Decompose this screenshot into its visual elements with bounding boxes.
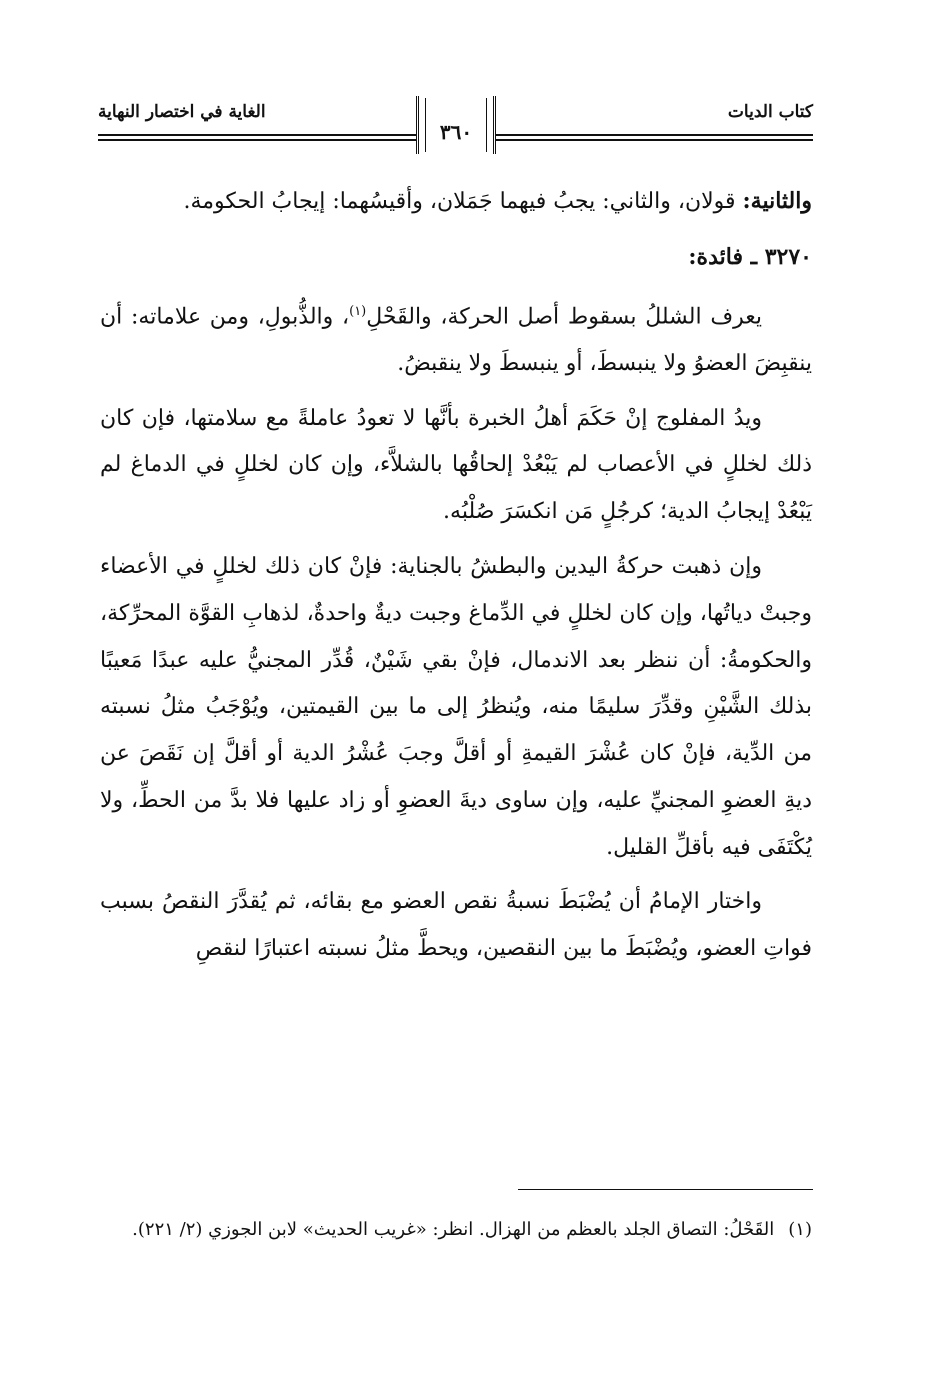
- book-title: كتاب الديات: [727, 102, 813, 122]
- paragraph-text: قولان، والثاني: يجبُ فيهما جَمَلان، وأقيسُهما: إيجابُ الحكومة.: [183, 189, 743, 214]
- work-title: الغاية في اختصار النهاية: [98, 102, 266, 122]
- footnote-marker: (١): [349, 303, 367, 319]
- paragraph: وإن ذهبت حركةُ اليدين والبطشُ بالجناية: فإنْ كان ذلك لخللٍ في الأعضاء وجبتْ دياتُها، وإن كان لخللٍ في الدِّماغ وجبت ديةٌ واحدةٌ، لذهابِ القوَّة المحرِّكة، والحكومةُ: أن ننظر بعد الاندمال، فإنْ بقي شَيْنٌ، قُدِّر المجنيُّ عليه عبدًا مَعيبًا بذلك الشَّيْنِ وقدِّرَ سليمًا منه، ويُنظرُ إلى ما بين القيمتين، ويُوْجَبُ مثلُ نسبته من الدِّية، فإنْ كان عُشْرَ القيمةِ أو أقلَّ وجبَ عُشْرُ الدية أو أقلَّ إن نَقَصَ عن ديةِ العضوِ المجنيِّ عليه، وإن ساوى ديةَ العضوِ أو زاد عليها فلا بدَّ من الحطِّ، ولا يُكْتَفَى فيه بأقلِّ القليل.: [100, 553, 812, 860]
- paragraph: ويدُ المفلوج إنْ حَكَمَ أهلُ الخبرة بأنَّها لا تعودُ عاملةً مع سلامتها، فإن كان ذلك لخللٍ في الأعصاب لم يَبْعُدْ إلحاقُها بالشلاَّء، وإن كان لخللٍ في الدماغ لم يَبْعُدْ إيجابُ الدية؛ كرجُلٍ مَن انكسَرَ صُلْبُه.: [100, 405, 812, 525]
- paragraph-text: ، والذُّبولِ، ومن علاماته: أن ينقبِضَ العضوُ ولا ينبسطَ، أو ينبسطَ ولا ينقبضُ.: [100, 303, 812, 376]
- paragraph-lead: والثانية:: [742, 188, 812, 214]
- paragraph: [100, 289, 812, 388]
- footnote-divider: [518, 1189, 813, 1190]
- footnote-text: القَحْلُ: التصاق الجلد بالعظم من الهزال. انظر: «غريب الحديث» لابن الجوزي (٢/ ٢٢١).: [132, 1219, 775, 1240]
- page-header: [98, 96, 813, 156]
- footnote: [100, 1212, 812, 1248]
- footnote-number: (١): [788, 1219, 812, 1240]
- page-number-frame: [416, 96, 496, 154]
- main-text: [100, 178, 812, 981]
- paragraph: [100, 178, 812, 226]
- paragraph-text: يعرف الشللُ بسقوط أصل الحركة، والقَحْلِ: [366, 303, 762, 329]
- footnotes: [100, 1212, 812, 1248]
- paragraph: واختار الإمامُ أن يُضْبَطَ نسبةُ نقص العضو مع بقائه، ثم يُقدَّرَ النقصُ بسبب فواتِ العضو، ويُضْبَطَ ما بين النقصين، ويحطَّ مثلُ نسبته اعتبارًا لنقصِ: [100, 889, 812, 962]
- section-heading: ٣٢٧٠ ـ فائدة:: [688, 243, 812, 270]
- page-number: ٣٦٠: [439, 120, 473, 144]
